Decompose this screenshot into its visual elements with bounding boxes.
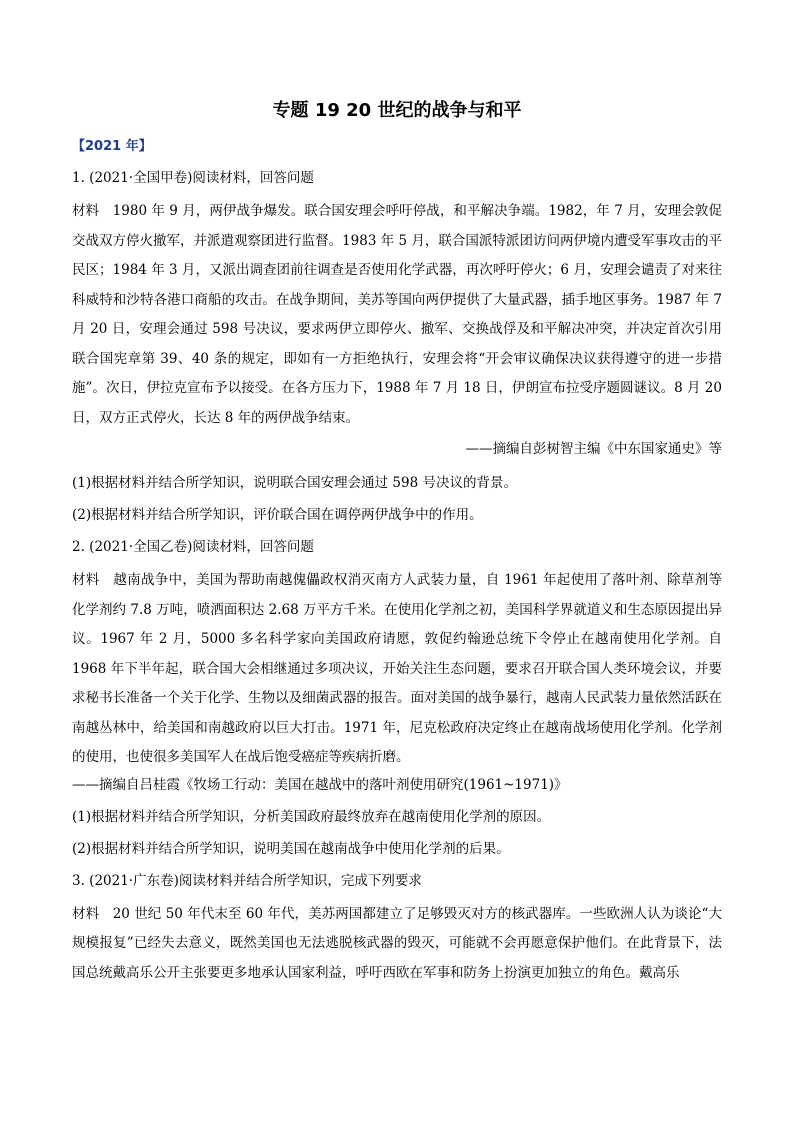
document-content [72, 100, 722, 988]
question-1-sub-1: (1)根据材料并结合所学知识，说明联合国安理会通过 598 号决议的背景。 [72, 475, 517, 491]
question-1-heading: 1. (2021·全国甲卷)阅读材料，回答问题 [72, 170, 314, 186]
question-3-heading: 3. (2021·广东卷)阅读材料并结合所学知识，完成下列要求 [72, 872, 422, 889]
question-1-material: 材料 1980 年 9 月，两伊战争爆发。联合国安理会呼吁停战，和平解决争端。1982，年 7 月，安理会敦促交战双方停火撤军，并派遣观察团进行监督。1983 年 5 月，联合国派特派团访问两伊境内遭受军事攻击的平民区；1984 年 3 月，又派出调查团前往调查是否使用化学武器，再次呼吁停火；6 月，安理会谴责了对来往科威特和沙特各港口商船的攻击。在战争期间，美苏等国向两伊提供了大量武器，插手地区事务。1987 年 7 月 20 日，安理会通过 598 号决议，要求两伊立即停火、撤军、交换战俘及和平解决冲突，并决定首次引用联合国宪章第 39、40 条的规定，即如有一方拒绝执行，安理会将“开会审议确保决议获得遵守的进一步措施”。次日，伊拉克宣布予以接受。在各方压力下，1988 年 7 月 18 日，伊朗宣布拉受序题圆谜议。8 月 20 日，双方正式停火，长达 8 年的两伊战争结束。 [72, 203, 722, 426]
question-2 [72, 535, 722, 861]
question-1-source: ——摘编自彭树智主编《中东国家通史》等 [465, 441, 722, 457]
question-1 [72, 166, 722, 527]
question-2-material: 材料 越南战争中，美国为帮助南越傀儡政权消灭南方人武装力量，自 1961 年起使用了落叶剂、除草剂等化学剂约 7.8 万吨，喷洒面积达 2.68 万平方千米。在使用化学剂之初，美国科学界就道义和生态原因提出异议。1967 年 2 月，5000 多名科学家向美国政府请愿，敦促约翰逊总统下令停止在越南使用化学剂。自 1968 年下半年起，联合国大会相继通过多项决议，开始关注生态问题，要求召开联合国人类环境会议，并要求秘书长准备一个关于化学、生物以及细菌武器的报告。面对美国的战争暴行，越南人民武装力量依然活跃在南越丛林中，给美国和南越政府以巨大打击。1971 年，尼克松政府决定终止在越南战场使用化学剂。化学剂的使用，也使很多美国军人在战后饱受癌症等疾病折磨。 [72, 572, 722, 765]
question-3-material: 材料 20 世纪 50 年代末至 60 年代，美苏两国都建立了足够毁灭对方的核武器库。一些欧洲人认为谈论“大规模报复”已经失去意义，既然美国也无法逃脱核武器的毁灭，可能就不会再愿意保护他们。在此背景下，法国总统戴高乐公开主张要更多地承认国家利益，呼吁西欧在军事和防务上扮演更加独立的角色。戴高乐 [72, 905, 722, 981]
question-2-heading: 2. (2021·全国乙卷)阅读材料，回答问题 [72, 539, 314, 555]
question-2-source: ——摘编自吕桂霞《牧场工行动：美国在越战中的落叶剂使用研究(1961~1971)》 [72, 776, 568, 793]
question-2-sub-1: (1)根据材料并结合所学知识，分析美国政府最终放弃在越南使用化学剂的原因。 [72, 808, 551, 825]
question-3 [72, 869, 722, 989]
year-tag: 【2021 年】 [72, 139, 152, 154]
question-2-sub-2: (2)根据材料并结合所学知识，说明美国在越南战争中使用化学剂的后果。 [72, 840, 510, 857]
question-1-sub-2: (2)根据材料并结合所学知识，评价联合国在调停两伊战争中的作用。 [72, 507, 483, 523]
page-title: 专题 19 20 世纪的战争与和平 [272, 100, 522, 121]
